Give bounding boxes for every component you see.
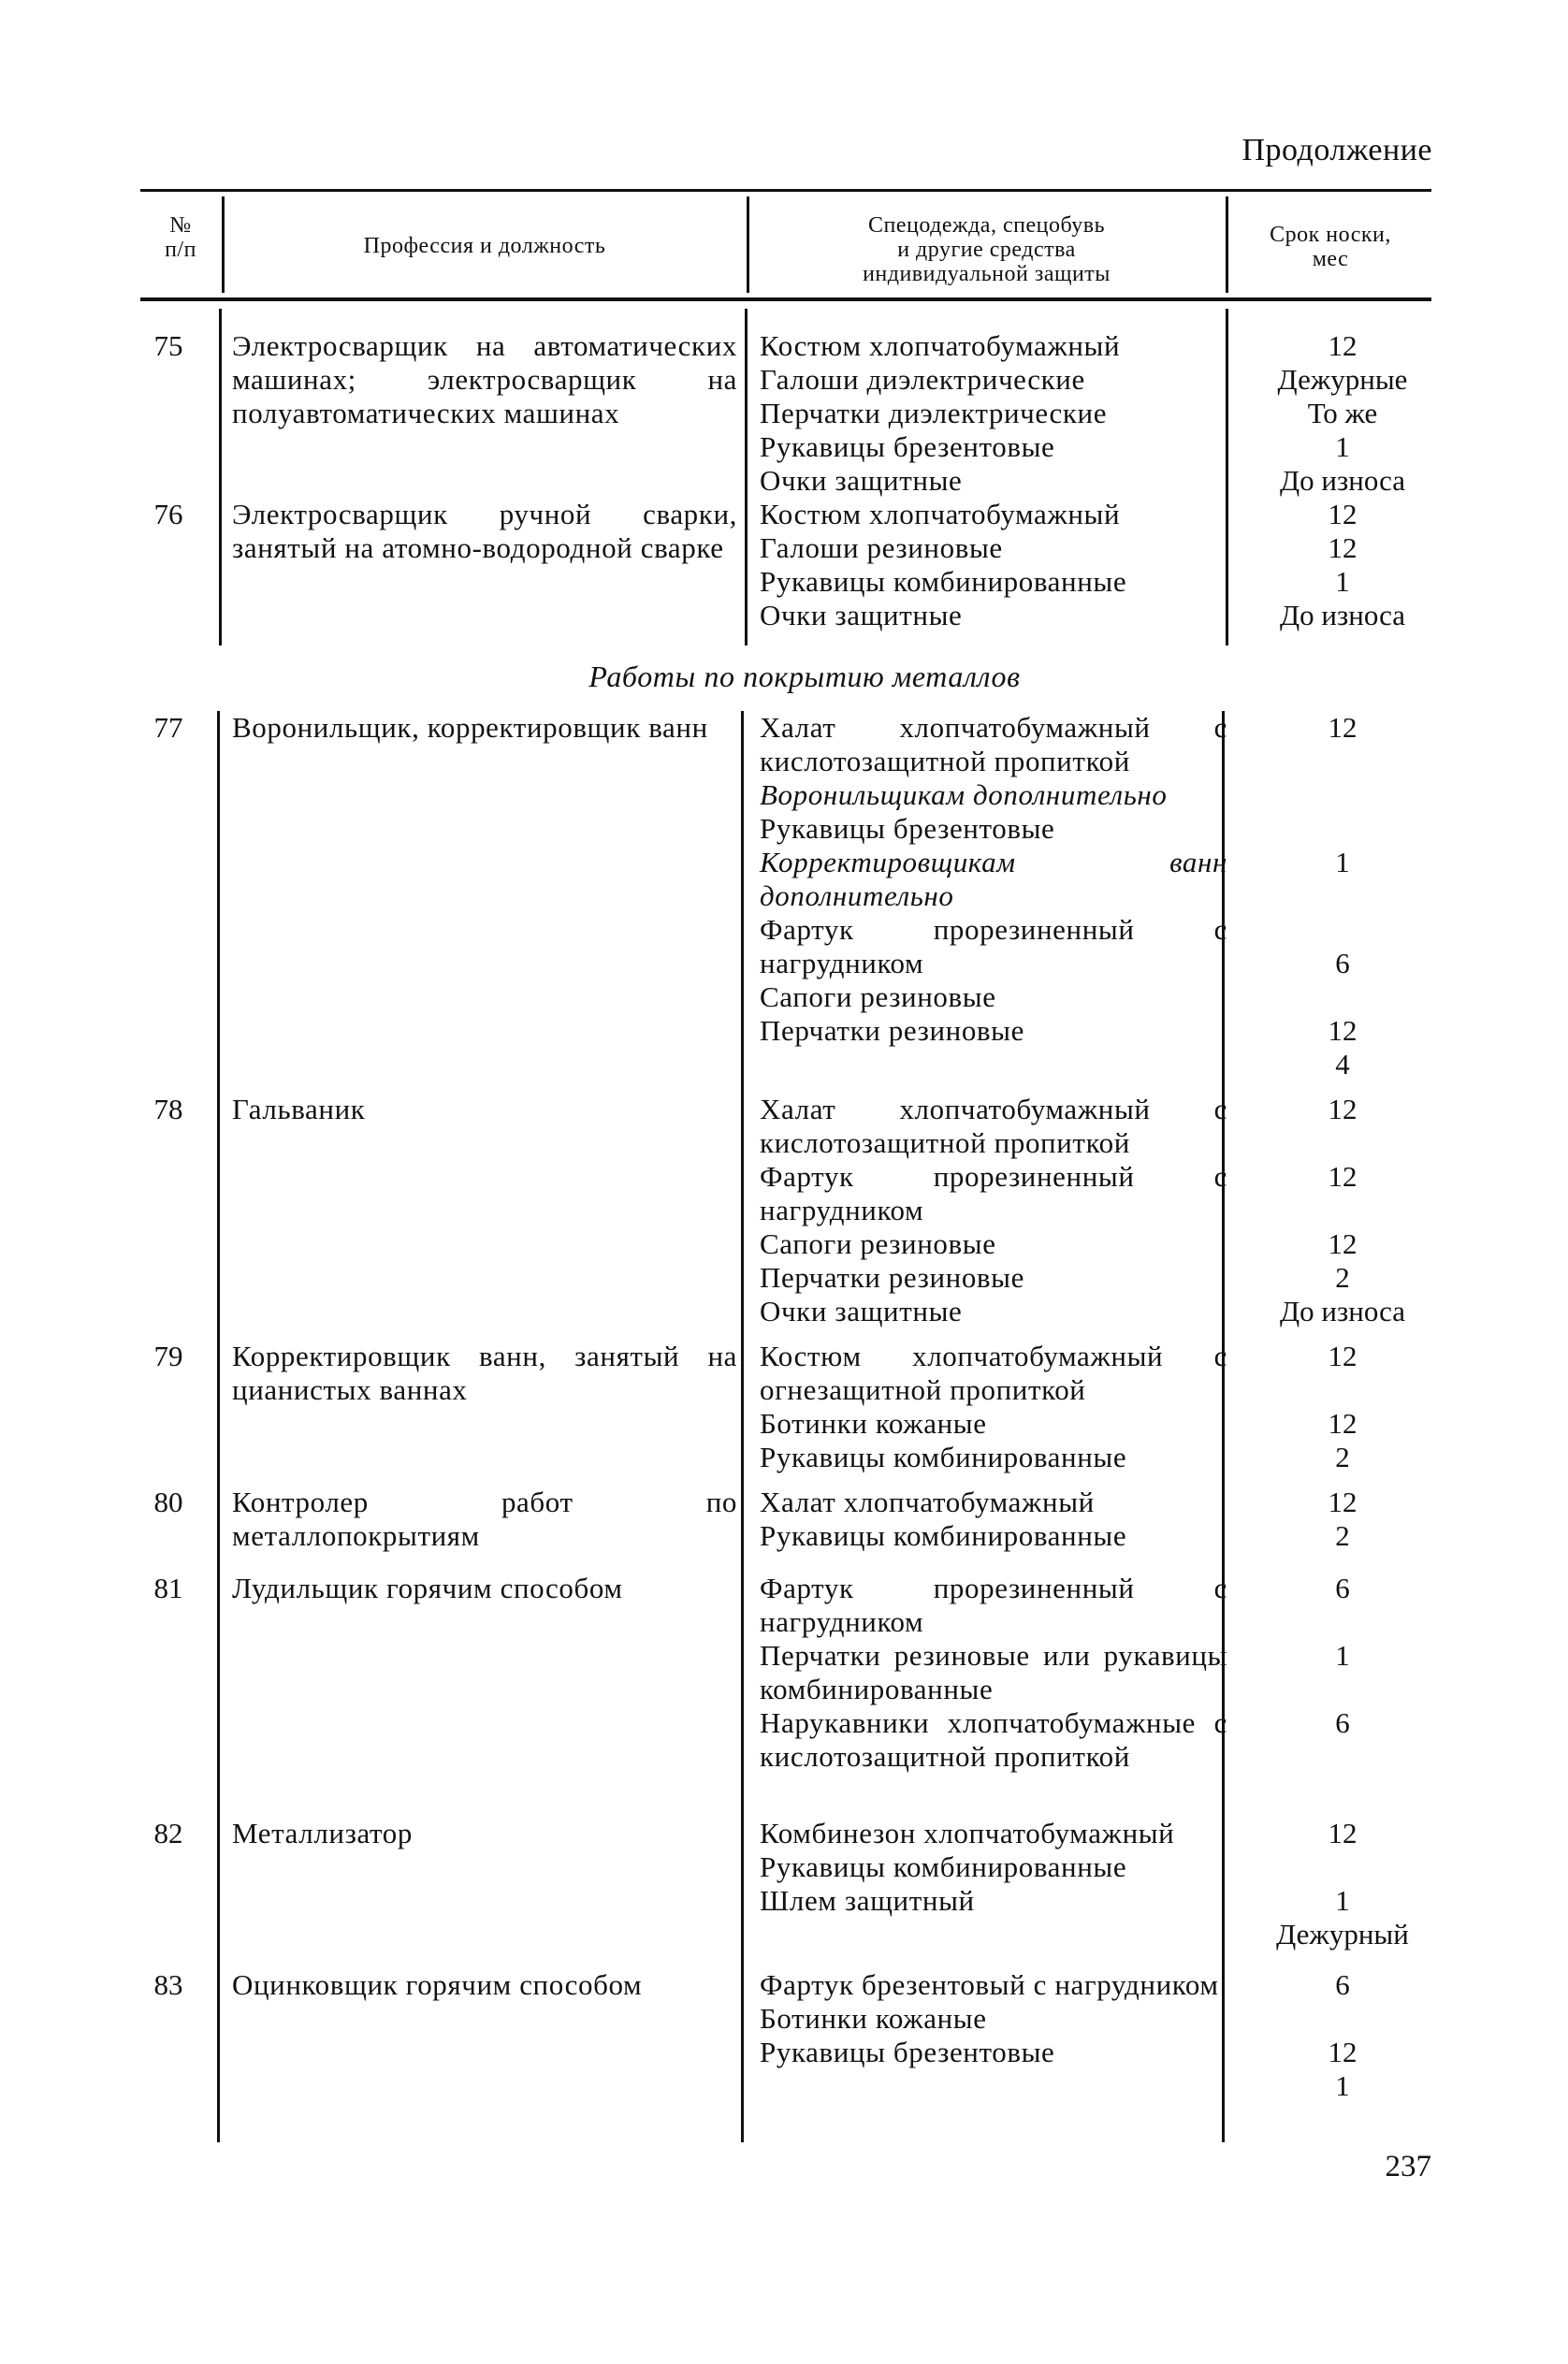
- term-list: [1235, 711, 1450, 1081]
- header-equipment: [750, 213, 1223, 286]
- term-value: 1: [1335, 1884, 1350, 1917]
- equipment-text: Халат хлопчатобумажный с кислотозащитной пропиткой: [760, 1093, 1227, 1159]
- term-spacer: [1235, 980, 1450, 1014]
- equipment-item: [760, 1014, 1227, 1048]
- row-number: 80: [153, 1486, 183, 1518]
- equipment-subheading: Воронильщикам дополнительно: [760, 778, 1168, 811]
- profession-cell: Электросварщик ручной сварки, занятый на атомно-водородной сварке: [232, 498, 737, 564]
- equipment-text: Сапоги резиновые: [760, 980, 996, 1013]
- equipment-list: [760, 1093, 1227, 1328]
- row-number: 75: [153, 329, 183, 362]
- equipment-text: Перчатки резиновые: [760, 1261, 1024, 1294]
- equipment-item: [760, 846, 1227, 913]
- term-spacer: [1235, 2002, 1450, 2036]
- header-equipment-line1: Спецодежда, спецобувь: [867, 213, 1106, 238]
- equipment-item: [760, 1093, 1227, 1160]
- term-spacer: [1235, 812, 1450, 846]
- profession-cell: Гальваник: [232, 1093, 366, 1125]
- equipment-text: Фартук прорезиненный с нагрудником: [760, 913, 1227, 979]
- equipment-item: [760, 1968, 1227, 2002]
- equipment-text: Халат хлопчатобумажный: [760, 1486, 1095, 1518]
- term-value: 1: [1335, 846, 1350, 878]
- equipment-item: [760, 812, 1227, 846]
- equipment-item: [760, 1295, 1227, 1328]
- equipment-text: Шлем защитный: [760, 1884, 975, 1917]
- term-spacer: [1235, 1373, 1450, 1407]
- header-num-line2: п/п: [165, 238, 196, 262]
- equipment-item: [760, 464, 1227, 498]
- equipment-item: [760, 2036, 1227, 2069]
- term-value: 4: [1335, 1048, 1350, 1080]
- equipment-item: [760, 430, 1227, 464]
- equipment-item: [760, 913, 1227, 980]
- equipment-subheading: Корректировщикам ванн дополнительно: [760, 846, 1227, 912]
- equipment-list: [760, 1572, 1227, 1774]
- equipment-list: [760, 1486, 1227, 1553]
- term-list: [1235, 1817, 1450, 1951]
- row-number: 81: [153, 1572, 183, 1604]
- header-num: [140, 213, 221, 262]
- term-value: То же: [1307, 397, 1378, 429]
- equipment-text: Рукавицы комбинированные: [760, 1519, 1127, 1552]
- section-title-text: Работы по покрытию металлов: [588, 660, 1021, 693]
- header-bottom-rule: [140, 297, 1431, 301]
- term-spacer: [1235, 1194, 1450, 1227]
- equipment-list: [760, 329, 1227, 498]
- equipment-item: [760, 1884, 1227, 1918]
- equipment-text: Очки защитные: [760, 1295, 963, 1327]
- term-value: 12: [1328, 1014, 1357, 1047]
- equipment-text: Рукавицы брезентовые: [760, 812, 1055, 845]
- term-value: 12: [1328, 1817, 1357, 1849]
- term-value: 12: [1328, 711, 1357, 744]
- equipment-text: Комбинезон хлопчатобумажный: [760, 1817, 1175, 1849]
- term-value: 12: [1328, 329, 1357, 362]
- term-spacer: [1235, 745, 1450, 778]
- equipment-text: Перчатки диэлектрические: [760, 397, 1108, 429]
- row-number: 77: [153, 711, 183, 744]
- term-value: 12: [1328, 2036, 1357, 2068]
- equipment-list: [760, 498, 1227, 632]
- term-spacer: [1235, 1605, 1450, 1639]
- body-col-rule-2b: [741, 711, 744, 2142]
- equipment-item: [760, 1160, 1227, 1227]
- header-col-rule-3: [1226, 196, 1228, 293]
- term-value: 6: [1335, 947, 1350, 979]
- term-list: [1235, 1093, 1450, 1328]
- term-list: [1235, 1340, 1450, 1474]
- term-list: [1235, 1572, 1450, 1740]
- equipment-item: [760, 1817, 1227, 1850]
- equipment-item: [760, 1850, 1227, 1884]
- equipment-text: Очки защитные: [760, 599, 963, 631]
- term-spacer: [1235, 1850, 1450, 1884]
- equipment-item: [760, 565, 1227, 599]
- equipment-item: [760, 1407, 1227, 1441]
- header-term-line1: Срок носки,: [1270, 223, 1391, 247]
- term-value: 1: [1335, 1639, 1350, 1672]
- equipment-list: [760, 1340, 1227, 1474]
- term-spacer: [1235, 778, 1450, 812]
- equipment-list: [760, 1968, 1227, 2069]
- equipment-item: [760, 980, 1227, 1014]
- profession-cell: Контролер работ по металлопокрытиям: [232, 1486, 737, 1552]
- equipment-text: Ботинки кожаные: [760, 2002, 987, 2035]
- equipment-item: [760, 363, 1227, 397]
- equipment-text: Рукавицы комбинированные: [760, 565, 1127, 598]
- equipment-item: [760, 329, 1227, 363]
- equipment-item: [760, 1340, 1227, 1407]
- term-value: 12: [1328, 1160, 1357, 1193]
- term-list: [1235, 1486, 1450, 1553]
- term-value: 2: [1335, 1261, 1350, 1294]
- term-value: До износа: [1280, 599, 1405, 631]
- equipment-text: Костюм хлопчатобумажный с огнезащитной пропиткой: [760, 1340, 1227, 1406]
- term-value: Дежурные: [1277, 363, 1408, 396]
- term-value: 12: [1328, 1486, 1357, 1518]
- equipment-text: Перчатки резиновые или рукавицы комбинированные: [760, 1639, 1227, 1705]
- term-spacer: [1235, 879, 1450, 947]
- term-value: 6: [1335, 1572, 1350, 1604]
- equipment-text: Очки защитные: [760, 464, 963, 497]
- term-value: 6: [1335, 1968, 1350, 2001]
- continuation-label: Продолжение: [1241, 133, 1432, 167]
- row-number: 78: [153, 1093, 183, 1125]
- row-number: 79: [153, 1340, 183, 1372]
- equipment-text: Рукавицы комбинированные: [760, 1850, 1127, 1883]
- profession-cell: Металлизатор: [232, 1817, 413, 1849]
- section-title: [0, 660, 1568, 694]
- header-term-line2: мес: [1312, 247, 1349, 271]
- term-list: [1235, 329, 1450, 498]
- equipment-text: Рукавицы брезентовые: [760, 2036, 1055, 2068]
- equipment-text: Галоши резиновые: [760, 531, 1003, 564]
- header-equipment-line2: и другие средства: [897, 238, 1076, 262]
- equipment-item: [760, 1486, 1227, 1519]
- term-value: Дежурный: [1276, 1918, 1409, 1951]
- term-value: 1: [1335, 565, 1350, 598]
- term-value: 12: [1328, 1227, 1357, 1260]
- equipment-list: [760, 711, 1227, 1048]
- header-top-rule: [140, 189, 1431, 192]
- profession-cell: Оцинковщик горячим способом: [232, 1968, 643, 2001]
- equipment-text: Фартук прорезиненный с нагрудником: [760, 1572, 1227, 1638]
- term-value: 12: [1328, 498, 1357, 530]
- equipment-text: Фартук прорезиненный с нагрудником: [760, 1160, 1227, 1226]
- term-value: 12: [1328, 531, 1357, 564]
- equipment-item: [760, 1227, 1227, 1261]
- term-spacer: [1235, 1673, 1450, 1706]
- equipment-item: [760, 397, 1227, 430]
- term-value: 6: [1335, 1706, 1350, 1739]
- equipment-text: Халат хлопчатобумажный с кислотозащитной пропиткой: [760, 711, 1227, 777]
- equipment-text: Сапоги резиновые: [760, 1227, 996, 1260]
- equipment-item: [760, 498, 1227, 531]
- equipment-item: [760, 1441, 1227, 1474]
- header-term: [1229, 223, 1431, 271]
- term-list: [1235, 498, 1450, 632]
- term-value: 1: [1335, 2069, 1350, 2102]
- equipment-item: [760, 711, 1227, 778]
- row-number: 82: [153, 1817, 183, 1849]
- equipment-text: Перчатки резиновые: [760, 1014, 1024, 1047]
- equipment-text: Нарукавники хлопчатобумажные с кислотозащитной пропиткой: [760, 1706, 1227, 1773]
- row-number: 76: [153, 498, 183, 530]
- equipment-item: [760, 531, 1227, 565]
- term-value: До износа: [1280, 1295, 1405, 1327]
- equipment-list: [760, 1817, 1227, 1918]
- body-col-rule-2a: [745, 309, 748, 645]
- equipment-text: Костюм хлопчатобумажный: [760, 329, 1121, 362]
- equipment-item: [760, 1519, 1227, 1553]
- equipment-item: [760, 1706, 1227, 1774]
- profession-cell: Воронильщик, корректировщик ванн: [232, 711, 708, 744]
- profession-cell: Корректировщик ванн, занятый на цианистых ваннах: [232, 1340, 737, 1406]
- term-value: 1: [1335, 430, 1350, 463]
- equipment-item: [760, 599, 1227, 632]
- term-value: 12: [1328, 1093, 1357, 1125]
- equipment-item: [760, 778, 1227, 812]
- page-number: 237: [1385, 2150, 1431, 2183]
- equipment-text: Рукавицы комбинированные: [760, 1441, 1127, 1473]
- header-profession: Профессия и должность: [363, 234, 606, 258]
- body-col-rule-1a: [219, 309, 222, 645]
- equipment-text: Костюм хлопчатобумажный: [760, 498, 1121, 530]
- header-equipment-line3: индивидуальной защиты: [863, 262, 1111, 286]
- equipment-item: [760, 1639, 1227, 1706]
- header-col-rule-2: [747, 196, 749, 293]
- body-col-rule-1b: [217, 711, 220, 2142]
- header-num-line1: №: [169, 213, 192, 238]
- equipment-item: [760, 1261, 1227, 1295]
- profession-cell: Электросварщик на автоматических машинах; электросварщик на полуавтоматических машинах: [232, 329, 737, 429]
- term-value: До износа: [1280, 464, 1405, 497]
- equipment-text: Ботинки кожаные: [760, 1407, 987, 1440]
- profession-cell: Лудильщик горячим способом: [232, 1572, 623, 1604]
- row-number: 83: [153, 1968, 183, 2001]
- term-spacer: [1235, 1126, 1450, 1160]
- equipment-item: [760, 2002, 1227, 2036]
- term-list: [1235, 1968, 1450, 2103]
- term-value: 2: [1335, 1519, 1350, 1552]
- term-value: 2: [1335, 1441, 1350, 1473]
- term-value: 12: [1328, 1340, 1357, 1372]
- equipment-text: Рукавицы брезентовые: [760, 430, 1055, 463]
- term-value: 12: [1328, 1407, 1357, 1440]
- equipment-item: [760, 1572, 1227, 1639]
- equipment-text: Фартук брезентовый с нагрудником: [760, 1968, 1219, 2001]
- equipment-text: Галоши диэлектрические: [760, 363, 1085, 396]
